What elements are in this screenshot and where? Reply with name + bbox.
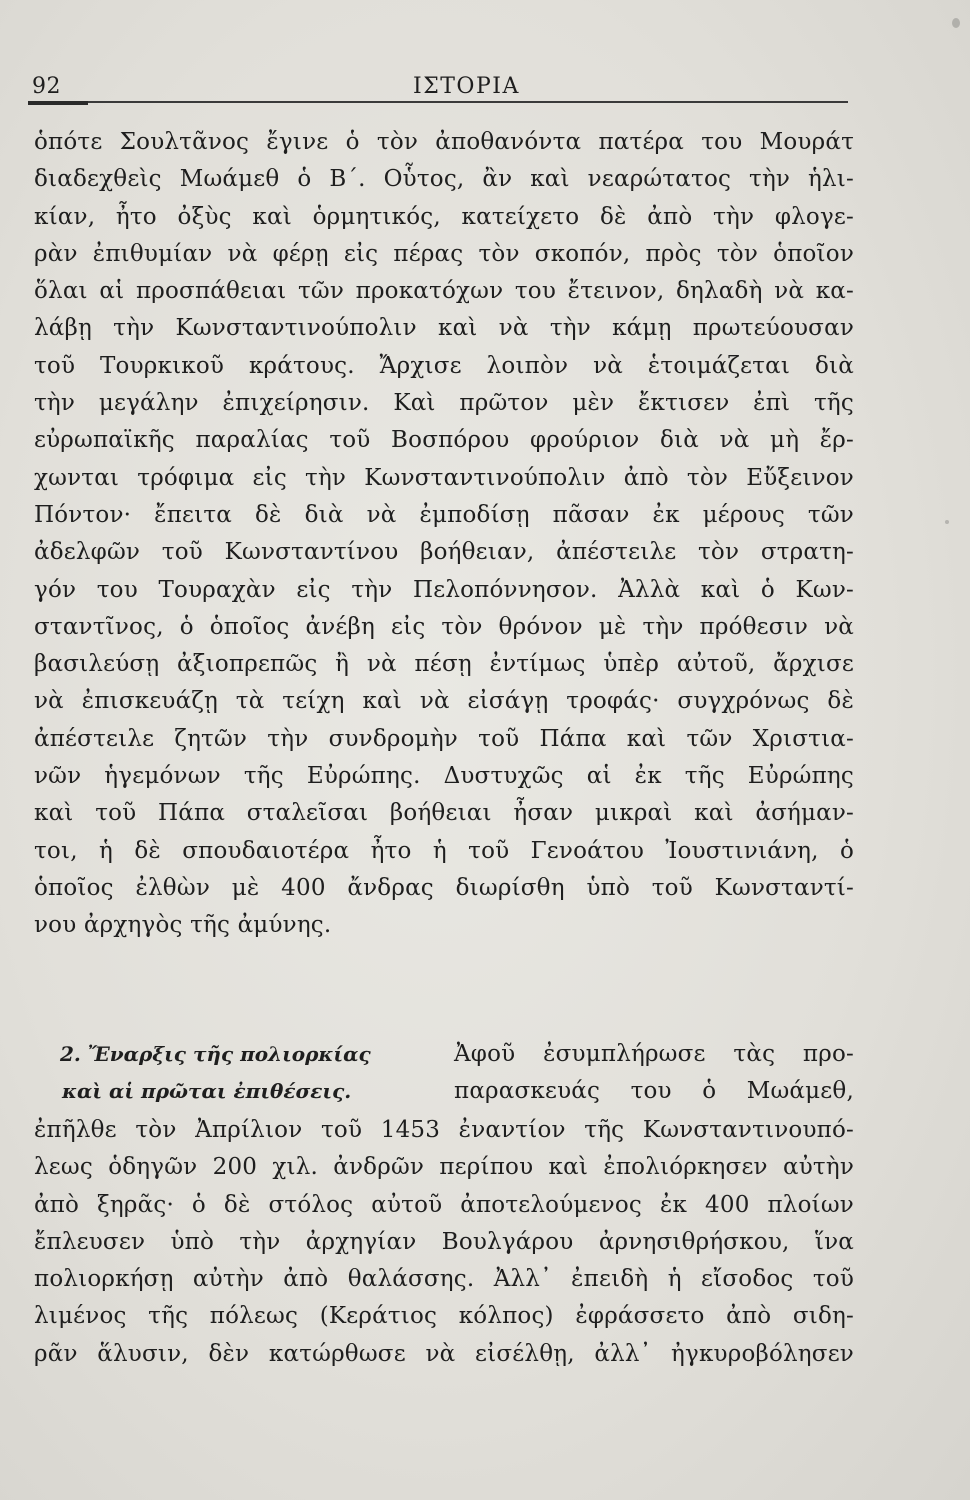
- text-line: τοι, ἡ δὲ σπουδαιοτέρα ἦτο ἡ τοῦ Γενοάτου Ἰουστινιάνη, ὁ: [34, 837, 854, 864]
- section-intro-text: [454, 1036, 854, 1111]
- text-line: ἀδελφῶν τοῦ Κωνσταντίνου βοήθειαν, ἀπέστειλε τὸν στρατη-: [34, 539, 854, 566]
- text-line: ἔπλευσεν ὑπὸ τὴν ἀρχηγίαν Βουλγάρου ἀρνησιθρήσκου, ἵνα: [34, 1228, 854, 1255]
- text-line: εὐρωπαϊκῆς παραλίας τοῦ Βοσπόρου φρούριον διὰ νὰ μὴ ἔρ-: [34, 427, 854, 454]
- text-line: ἐπῆλθε τὸν Ἀπρίλιον τοῦ 1453 ἐναντίον τῆς Κωνσταντινουπό-: [34, 1117, 854, 1143]
- text-line: κίαν, ἦτο ὀξὺς καὶ ὁρμητικός, κατείχετο δὲ ἀπὸ τὴν φλογε-: [34, 203, 854, 230]
- paragraph-2: [34, 1112, 854, 1373]
- text-line: χωνται τρόφιμα εἰς τὴν Κωνσταντινούπολιν ἀπὸ τὸν Εὔξεινον: [34, 464, 854, 491]
- section-heading: [34, 1036, 434, 1111]
- text-line: βασιλεύσῃ ἀξιοπρεπῶς ἢ νὰ πέσῃ ἐντίμως ὑπὲρ αὐτοῦ, ἄρχισε: [34, 651, 854, 678]
- page-number: 92: [32, 74, 61, 99]
- text-line: ἀπὸ ξηρᾶς· ὁ δὲ στόλος αὐτοῦ ἀποτελούμενος ἐκ 400 πλοίων: [34, 1191, 854, 1218]
- text-line: παρασκευάς του ὁ Μωάμεθ,: [454, 1078, 854, 1105]
- text-line: Πόντον· ἔπειτα δὲ διὰ νὰ ἐμποδίσῃ πᾶσαν ἐκ μέρους τῶν: [34, 501, 854, 528]
- paper-speck: [952, 18, 960, 28]
- text-line: νου ἀρχηγὸς τῆς ἀμύνης.: [34, 912, 332, 939]
- text-line: τοῦ Τουρκικοῦ κράτους. Ἄρχισε λοιπὸν νὰ ἑτοιμάζεται διὰ: [34, 352, 854, 379]
- paper-speck: [945, 520, 949, 524]
- text-line: πολιορκήσῃ αὐτὴν ἀπὸ θαλάσσης. Ἀλλ᾽ ἐπειδὴ ἡ εἴσοδος τοῦ: [34, 1266, 854, 1293]
- text-line: ρᾶν ἅλυσιν, δὲν κατώρθωσε νὰ εἰσέλθῃ, ἀλλ᾽ ἠγκυροβόλησεν: [34, 1340, 854, 1367]
- text-line: ὅλαι αἱ προσπάθειαι τῶν προκατόχων του ἔτεινον, δηλαδὴ νὰ κα-: [34, 278, 854, 305]
- page-header: [28, 74, 928, 104]
- text-line: νὰ ἐπισκευάζῃ τὰ τείχη καὶ νὰ εἰσάγῃ τροφάς· συγχρόνως δὲ: [34, 688, 854, 715]
- text-line: λάβῃ τὴν Κωνσταντινούπολιν καὶ νὰ τὴν κάμῃ πρωτεύουσαν: [34, 315, 854, 342]
- text-line: ὁπότε Σουλτᾶνος ἔγινε ὁ τὸν ἀποθανόντα πατέρα του Μουράτ: [34, 129, 854, 155]
- header-rule: [28, 101, 848, 103]
- text-line: ρὰν ἐπιθυμίαν νὰ φέρῃ εἰς πέρας τὸν σκοπόν, πρὸς τὸν ὁποῖον: [34, 240, 854, 267]
- paragraph-1: [34, 124, 854, 945]
- section-heading-line: 2. Ἔναρξις τῆς πολιορκίας: [60, 1042, 371, 1066]
- text-line: σταντῖνος, ὁ ὁποῖος ἀνέβη εἰς τὸν θρόνον μὲ τὴν πρόθεσιν νὰ: [34, 613, 854, 640]
- text-line: ὁποῖος ἐλθὼν μὲ 400 ἄνδρας διωρίσθη ὑπὸ τοῦ Κωνσταντί-: [34, 874, 854, 901]
- running-title: ΙΣΤΟΡΙΑ: [413, 74, 520, 99]
- text-line: καὶ τοῦ Πάπα σταλεῖσαι βοήθειαι ἦσαν μικραὶ καὶ ἀσήμαν-: [34, 800, 854, 827]
- text-line: διαδεχθεὶς Μωάμεθ ὁ Β΄. Οὗτος, ἂν καὶ νεαρώτατος τὴν ἡλι-: [34, 166, 854, 193]
- text-line: νῶν ἡγεμόνων τῆς Εὐρώπης. Δυστυχῶς αἱ ἐκ τῆς Εὐρώπης: [34, 763, 854, 790]
- text-line: λιμένος τῆς πόλεως (Κεράτιος κόλπος) ἐφράσσετο ἀπὸ σιδη-: [34, 1303, 854, 1330]
- text-line: τὴν μεγάλην ἐπιχείρησιν. Καὶ πρῶτον μὲν ἔκτισεν ἐπὶ τῆς: [34, 390, 854, 417]
- header-rule-accent: [28, 101, 88, 105]
- text-line: γόν του Τουραχὰν εἰς τὴν Πελοπόννησον. Ἀλλὰ καὶ ὁ Κων-: [34, 576, 854, 603]
- text-line: λεως ὁδηγῶν 200 χιλ. ἀνδρῶν περίπου καὶ ἐπολιόρκησεν αὐτὴν: [34, 1154, 854, 1181]
- section-heading-line: καὶ αἱ πρῶται ἐπιθέσεις.: [62, 1079, 352, 1104]
- text-line: Ἀφοῦ ἐσυμπλήρωσε τὰς προ-: [454, 1041, 854, 1067]
- text-line: ἀπέστειλε ζητῶν τὴν συνδρομὴν τοῦ Πάπα καὶ τῶν Χριστια-: [34, 725, 854, 752]
- section-2: [34, 1036, 854, 1116]
